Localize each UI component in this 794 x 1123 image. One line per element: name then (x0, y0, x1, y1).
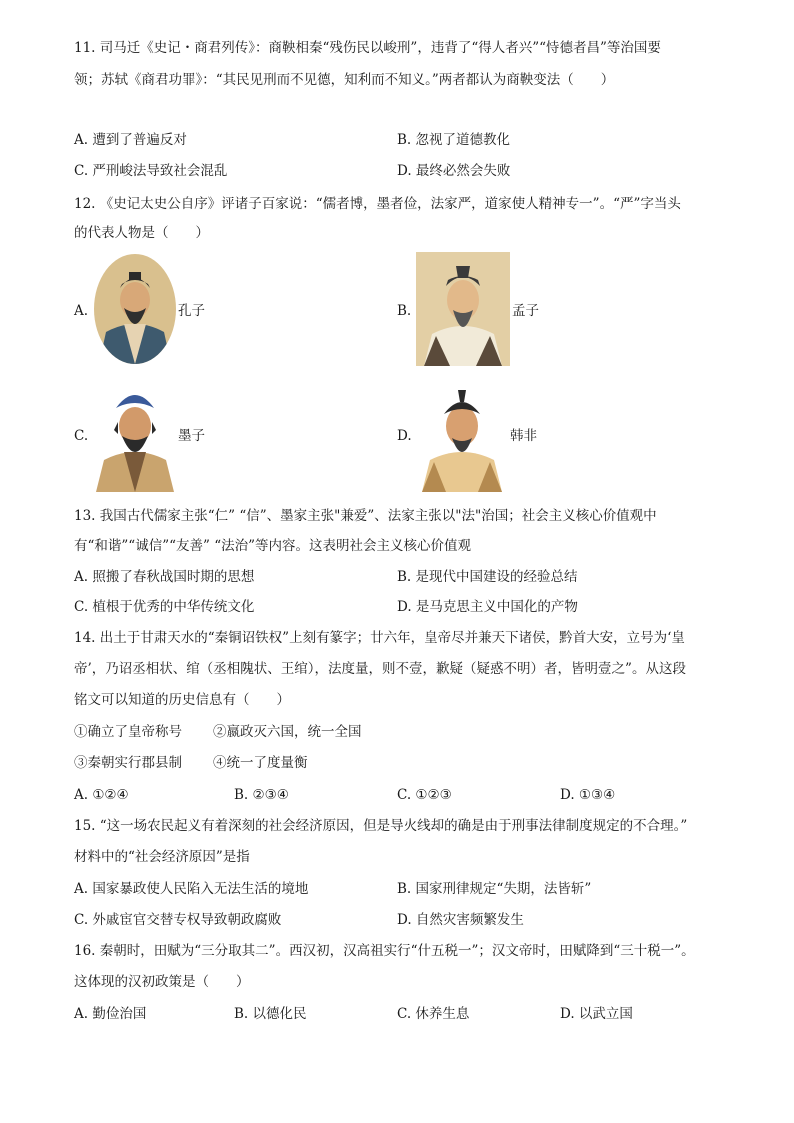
q12-option-d-name[interactable]: 韩非 (510, 428, 537, 444)
q14-stem-line1: 14. 出土于甘肃天水的“秦铜诏铁权”上刻有篆字；廿六年，皇帝尽并兼天下诸侯，黔首大安，立号为‘皇 (74, 630, 685, 646)
q16-option-d[interactable]: D. 以武立国 (560, 1006, 633, 1022)
q12-option-a-letter[interactable]: A. (74, 303, 89, 319)
q14-item-3: ③秦朝实行郡县制 (74, 755, 182, 771)
q12-option-c-name[interactable]: 墨子 (178, 428, 205, 444)
q12-option-b-letter[interactable]: B. (397, 303, 412, 319)
q12-stem-line2: 的代表人物是（ ） (74, 225, 209, 241)
q15-stem-line1: 15. “这一场农民起义有着深刻的社会经济原因，但是导火线却的确是由于刑事法律制度规定的不合理。” (74, 818, 688, 834)
q15-option-c[interactable]: C. 外戚宦官交替专权导致朝政腐败 (74, 912, 282, 928)
q15-option-b[interactable]: B. 国家刑律规定“失期，法皆斩” (397, 881, 592, 897)
q11-stem-line1: 11. 司马迁《史记・商君列传》：商鞅相秦“残伤民以峻刑”，违背了“得人者兴”“恃德者昌”等治国要 (74, 40, 661, 56)
q12-option-d-letter[interactable]: D. (397, 428, 412, 444)
q13-option-c[interactable]: C. 植根于优秀的中华传统文化 (74, 599, 255, 615)
q11-option-a[interactable]: A. 遭到了普遍反对 (74, 132, 187, 148)
q11-option-c[interactable]: C. 严刑峻法导致社会混乱 (74, 163, 228, 179)
q13-option-d[interactable]: D. 是马克思主义中国化的产物 (397, 599, 578, 615)
q11-stem-line2: 领；苏轼《商君功罪》：“其民见刑而不见德，知利而不知义。”两者都认为商鞅变法（ ） (74, 72, 615, 88)
q12-option-c-letter[interactable]: C. (74, 428, 89, 444)
q14-stem-line3: 铭文可以知道的历史信息有（ ） (74, 692, 290, 708)
q16-option-b[interactable]: B. 以德化民 (234, 1006, 307, 1022)
q15-option-d[interactable]: D. 自然灾害频繁发生 (397, 912, 524, 928)
q14-item-4: ④统一了度量衡 (213, 755, 308, 771)
q15-stem-line2: 材料中的“社会经济原因”是指 (74, 849, 250, 865)
q11-option-d[interactable]: D. 最终必然会失败 (397, 163, 511, 179)
q16-option-a[interactable]: A. 勤俭治国 (74, 1006, 147, 1022)
mozi-portrait-icon (92, 378, 178, 492)
q13-option-a[interactable]: A. 照搬了春秋战国时期的思想 (74, 569, 255, 585)
mencius-portrait-icon (416, 252, 510, 366)
q14-stem-line2: 帝’，乃诏丞相状、绾（丞相隗状、王绾），法度量，则不壹，歉疑（疑惑不明）者，皆明壹之”。从这段 (74, 661, 686, 677)
q14-option-a[interactable]: A. ①②④ (74, 787, 129, 803)
q13-option-b[interactable]: B. 是现代中国建设的经验总结 (397, 569, 578, 585)
q12-option-b-name[interactable]: 孟子 (512, 303, 539, 319)
q15-option-a[interactable]: A. 国家暴政使人民陷入无法生活的境地 (74, 881, 309, 897)
confucius-portrait-icon (94, 254, 176, 364)
q14-option-d[interactable]: D. ①③④ (560, 787, 616, 803)
q14-item-2: ②嬴政灭六国，统一全国 (213, 724, 362, 740)
q16-stem-line2: 这体现的汉初政策是（ ） (74, 974, 250, 990)
hanfei-portrait-icon (416, 378, 508, 492)
q14-option-b[interactable]: B. ②③④ (234, 787, 289, 803)
q14-item-1: ①确立了皇帝称号 (74, 724, 182, 740)
q16-option-c[interactable]: C. 休养生息 (397, 1006, 470, 1022)
q16-stem-line1: 16. 秦朝时，田赋为“三分取其二”。西汉初，汉高祖实行“什五税一”；汉文帝时，田赋降到“三十税一”。 (74, 943, 695, 959)
q13-stem-line2: 有“和谐”“诚信”“友善” “法治”等内容。这表明社会主义核心价值观 (74, 538, 472, 554)
q13-stem-line1: 13. 我国古代儒家主张“仁” “信”、墨家主张"兼爱”、法家主张以"法"治国；社会主义核心价值观中 (74, 508, 657, 524)
q11-option-b[interactable]: B. 忽视了道德教化 (397, 132, 511, 148)
q12-option-a-name[interactable]: 孔子 (178, 303, 205, 319)
q14-option-c[interactable]: C. ①②③ (397, 787, 452, 803)
q12-stem-line1: 12. 《史记太史公自序》评诸子百家说：“儒者博，墨者俭，法家严，道家使人精神专一”。“严”字当头 (74, 196, 681, 212)
